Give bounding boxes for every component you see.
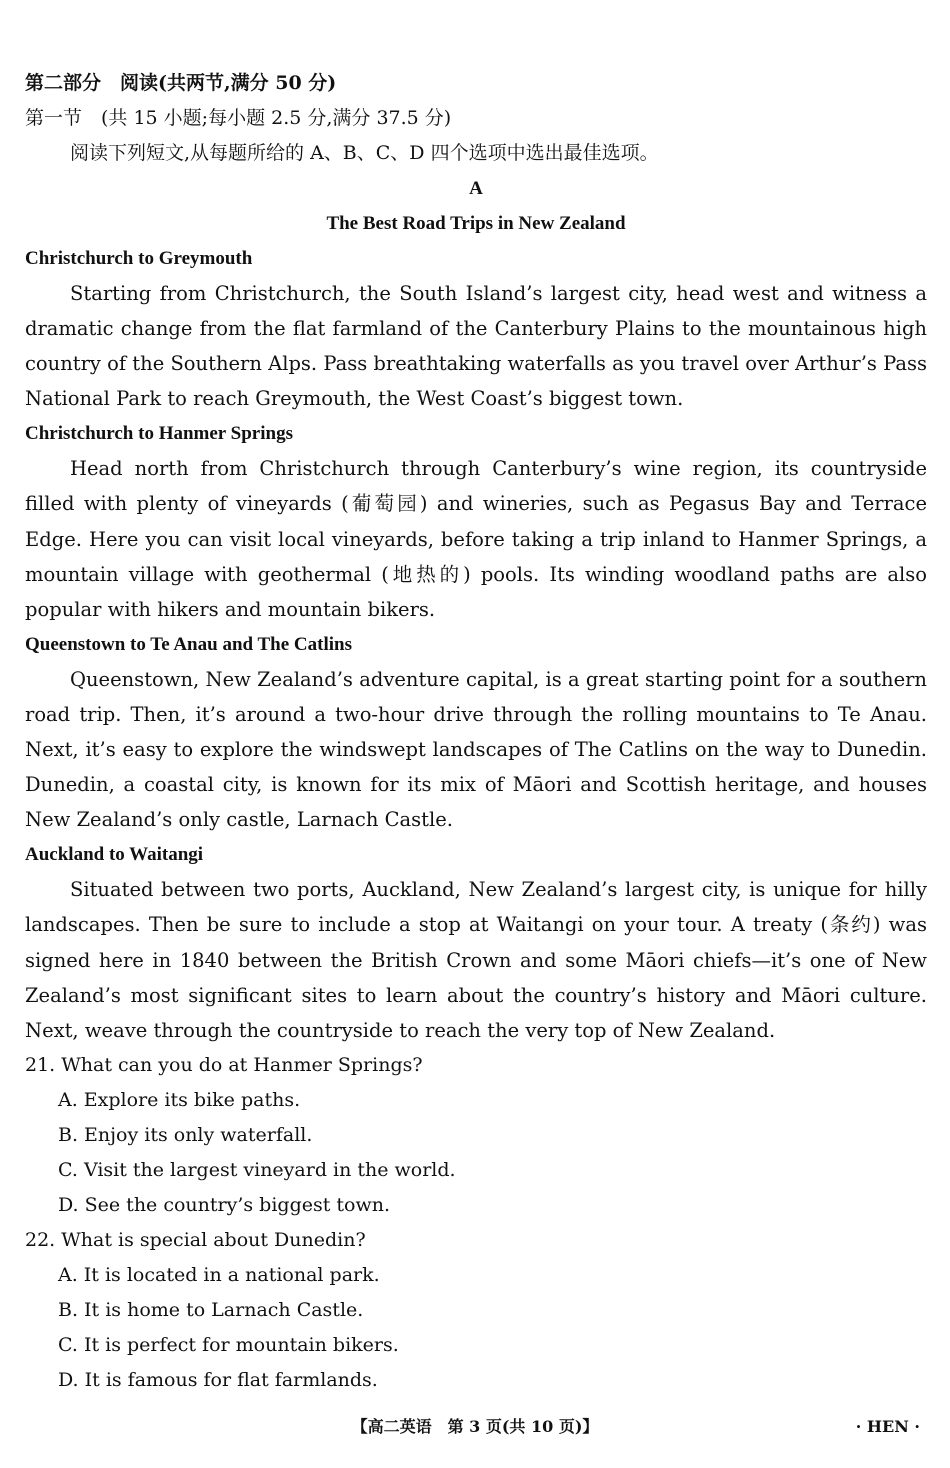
page-footer — [0, 1414, 950, 1440]
section-heading: 第一节 (共 15 小题;每小题 2.5 分,满分 37.5 分) — [25, 107, 452, 129]
section-text-3: Queenstown, New Zealand’s adventure capital, is a great starting point for a southern road trip. Then, it’s around a two-hour drive through the rolling mountains to Te Anau. Next, it’s easy to explore the windswept landscapes of The Catlins on the way to Dunedin. Dunedin, a coastal city, is known for its mix of Māori and Scottish heritage, and houses New Zealand’s only castle, Larnach Castle. — [25, 667, 927, 832]
question-22-option-d: D. It is famous for flat farmlands. — [58, 1368, 378, 1391]
instruction: 阅读下列短文,从每题所给的 A、B、C、D 四个选项中选出最佳选项。 — [70, 142, 659, 164]
exam-page — [25, 66, 927, 1398]
part-heading: 第二部分 阅读(共两节,满分 50 分) — [25, 72, 337, 94]
question-21-option-c: C. Visit the largest vineyard in the world. — [58, 1158, 456, 1181]
section-text-2: Head north from Christchurch through Canterbury’s wine region, its countryside filled with plenty of vineyards (葡萄园) and wineries, such as Pegasus Bay and Terrace Edge. Here you can visit local vineyards, before taking a trip inland to Hanmer Springs, a mountain village with geothermal (地热的) pools. Its winding woodland paths are also popular with hikers and mountain bikers. — [25, 457, 927, 621]
question-22-option-b: B. It is home to Larnach Castle. — [58, 1298, 364, 1321]
footer-page-info: 【高二英语 第 3 页(共 10 页)】 — [351, 1417, 599, 1436]
passage-title: The Best Road Trips in New Zealand — [326, 213, 626, 234]
section-text-1: Starting from Christchurch, the South Island’s largest city, head west and witness a dramatic change from the flat farmland of the Canterbury Plains to the mountainous high country of the Southern Alps. Pass breathtaking waterfalls as you travel over Arthur’s Pass National Park to reach Greymouth, the West Coast’s biggest town. — [25, 282, 927, 411]
question-21-option-b: B. Enjoy its only waterfall. — [58, 1123, 313, 1146]
section-text-4: Situated between two ports, Auckland, New Zealand’s largest city, is unique for hilly landscapes. Then be sure to include a stop at Waitangi on your tour. A treaty (条约) was signed here in 1840 between the British Crown and some Māori chiefs—it’s one of New Zealand’s most significant sites to learn about the country’s history and Māori culture. Next, weave through the countryside to reach the very top of New Zealand. — [25, 878, 927, 1042]
footer-code: · HEN · — [855, 1417, 920, 1436]
question-22-option-a: A. It is located in a national park. — [58, 1263, 380, 1286]
question-22-option-c: C. It is perfect for mountain bikers. — [58, 1333, 399, 1356]
question-21: 21. What can you do at Hanmer Springs? — [25, 1053, 423, 1076]
section-heading-4: Auckland to Waitangi — [25, 844, 204, 866]
section-heading-1: Christchurch to Greymouth — [25, 248, 253, 269]
question-21-option-a: A. Explore its bike paths. — [58, 1088, 301, 1111]
question-21-option-d: D. See the country’s biggest town. — [58, 1193, 391, 1216]
passage-label: A — [469, 178, 483, 199]
question-22: 22. What is special about Dunedin? — [25, 1228, 366, 1251]
section-heading-2: Christchurch to Hanmer Springs — [25, 423, 293, 445]
section-heading-3: Queenstown to Te Anau and The Catlins — [25, 633, 352, 655]
